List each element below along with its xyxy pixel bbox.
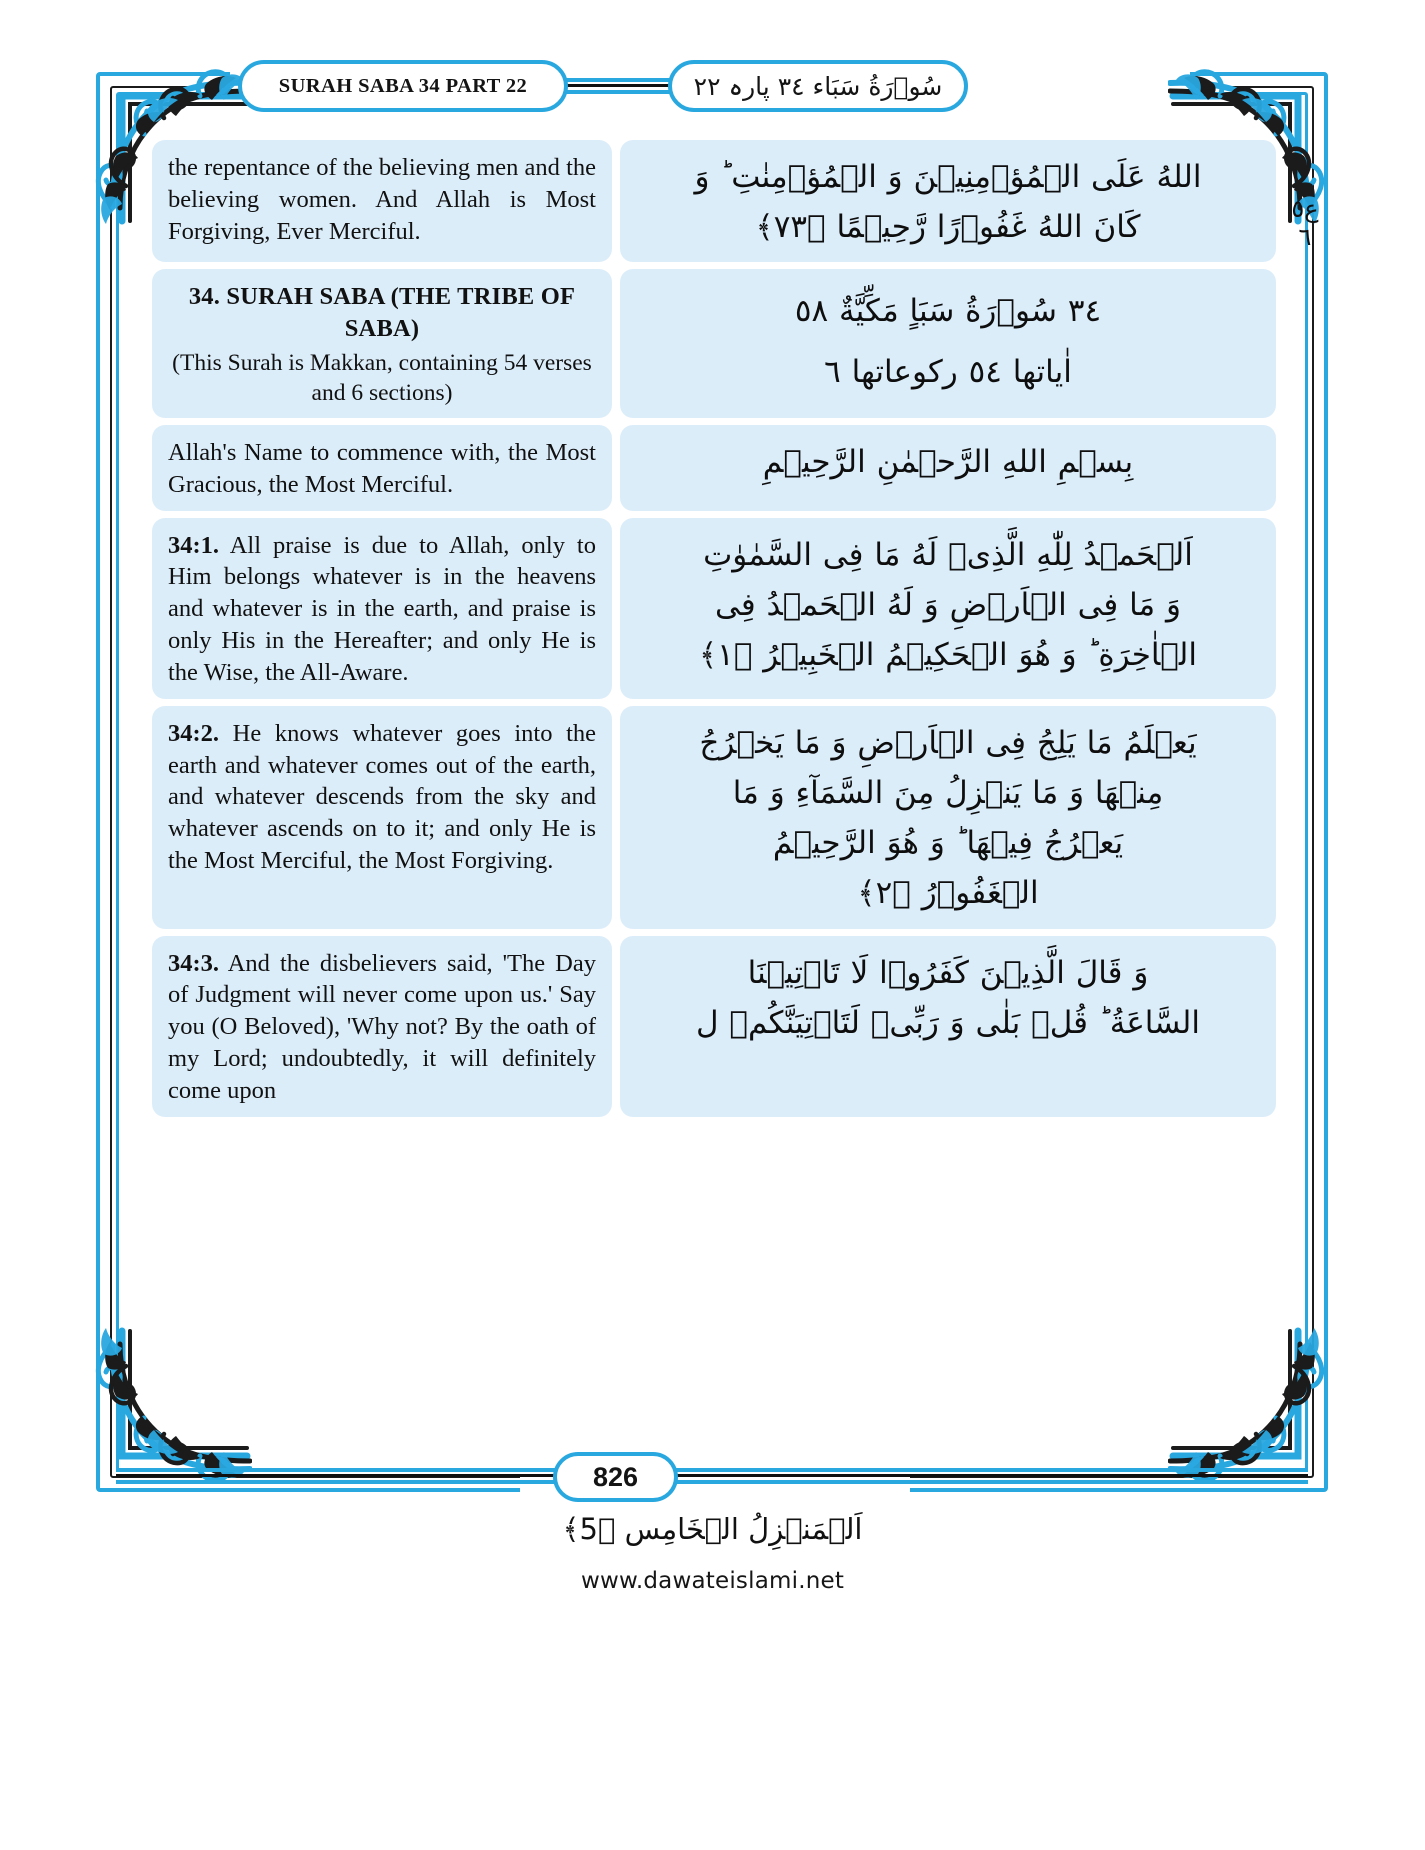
- verse-table: [152, 140, 1276, 1450]
- header-title-ar-text: سُوۡرَةُ سَبَاء ٣٤ پارہ ٢٢: [693, 71, 943, 101]
- section-marker-line1: ع٥: [1291, 195, 1319, 223]
- surah-heading-subtitle: (This Surah is Makkan, containing 54 verses and 6 sections): [172, 349, 592, 406]
- table-row: [152, 936, 1276, 1117]
- arabic-cell: وَ قَالَ الَّذِیۡنَ كَفَرُوۡا لَا تَاۡتِیۡنَا السَّاعَةُ ؕ قُلۡ بَلٰی وَ رَبِّیۡ لَتَاۡتِیَنَّكُمۡ ل: [620, 936, 1276, 1117]
- surah-heading-cell: [152, 269, 612, 417]
- header-surah-title-ar: [668, 60, 968, 112]
- manzil-label: اَلۡمَنۡزِلُ الۡخَامِس ﴿5﴾: [562, 1512, 863, 1546]
- table-row: [152, 518, 1276, 699]
- translation-cell: [152, 706, 612, 929]
- page-number: 826: [592, 1461, 639, 1492]
- translation-cell: Allah's Name to commence with, the Most Gracious, the Most Merciful.: [152, 425, 612, 511]
- website-label: www.dawateislami.net: [580, 1568, 845, 1594]
- arabic-cell: بِسۡمِ اللهِ الرَّحۡمٰنِ الرَّحِیۡمِ: [620, 425, 1276, 511]
- table-row: [152, 269, 1276, 417]
- verse-text: He knows whatever goes into the earth and whatever comes out of the earth, and whatever descends from the sky and whatever ascends on to it; and only He is the Most Merciful, the Most Forgiving.: [168, 719, 597, 875]
- table-row: [152, 140, 1276, 262]
- verse-number: 34:1.: [168, 531, 220, 559]
- header-surah-title-en: [238, 60, 568, 112]
- section-marker: [1283, 196, 1327, 251]
- translation-cell: the repentance of the believing men and the believing women. And Allah is Most Forgiving, Ever Merciful.: [152, 140, 612, 262]
- arabic-cell: یَعۡلَمُ مَا یَلِجُ فِی الۡاَرۡضِ وَ مَا یَخۡرُجُ مِنۡهَا وَ مَا یَنۡزِلُ مِنَ السَّمَآءِ وَ مَا یَعۡرُجُ فِیۡهَا ؕ وَ هُوَ الرَّحِیۡمُ الۡغَفُوۡرُ ﴿۲﴾: [620, 706, 1276, 929]
- verse-number: 34:3.: [168, 949, 220, 977]
- footer-rule: [116, 1468, 1308, 1484]
- arabic-cell: اَلۡحَمۡدُ لِلّٰهِ الَّذِیۡ لَهُ مَا فِی السَّمٰوٰتِ وَ مَا فِی الۡاَرۡضِ وَ لَهُ الۡحَمۡدُ فِی الۡاٰخِرَةِ ؕ وَ هُوَ الۡحَكِیۡمُ الۡخَبِیۡرُ ﴿۱﴾: [620, 518, 1276, 699]
- verse-text: All praise is due to Allah, only to Him belongs whatever is in the heavens and whatever is in the earth, and praise is only His in the Hereafter; and only He is the Wise, the All-Aware.: [168, 531, 596, 686]
- header-title-en-text: SURAH SABA 34 PART 22: [278, 74, 528, 97]
- table-row: [152, 706, 1276, 929]
- page-number-badge: [553, 1452, 678, 1502]
- surah-heading-title: 34. SURAH SABA (THE TRIBE OF SABA): [188, 283, 576, 342]
- surah-heading-cell-ar: ٣٤ سُوۡرَةُ سَبَاٍ مَكِّیَّةٌ ٥٨ اٰیاتها ٥٤ رکوعاتها ٦: [620, 269, 1276, 417]
- table-row: [152, 425, 1276, 511]
- translation-cell: [152, 936, 612, 1117]
- verse-number: 34:2.: [168, 719, 220, 747]
- arabic-cell: اللهُ عَلَى الۡمُؤۡمِنِیۡنَ وَ الۡمُؤۡمِنٰتِ ؕ وَ كَانَ اللهُ غَفُوۡرًا رَّحِیۡمًا ﴿۷۳﴾: [620, 140, 1276, 262]
- header-connector-rule: [560, 78, 680, 94]
- verse-text: And the disbelievers said, 'The Day of Judgment will never come upon us.' Say you (O Beloved), 'Why not? By the oath of my Lord; undoubtedly, it will definitely come upon: [168, 949, 596, 1104]
- section-marker-line2: ٦: [1298, 222, 1312, 251]
- translation-cell: [152, 518, 612, 699]
